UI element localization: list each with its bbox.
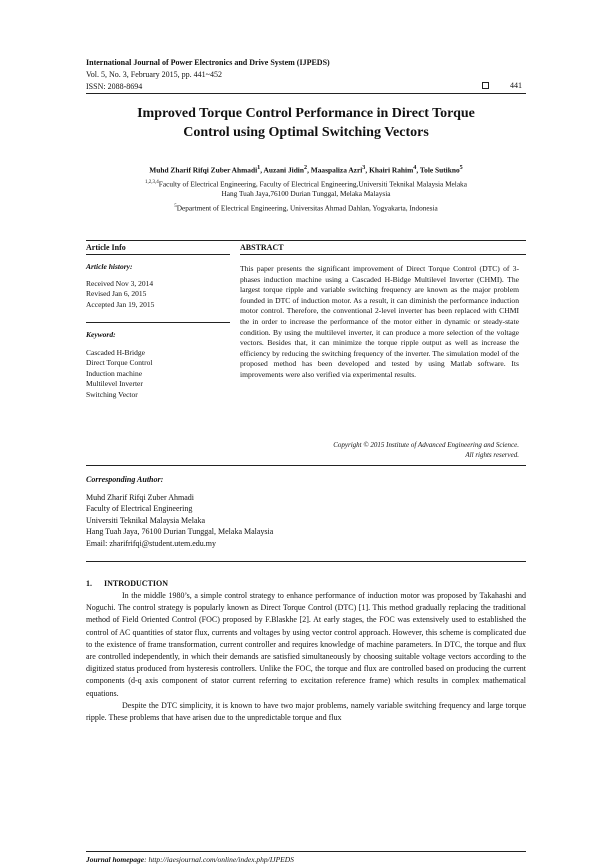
author-list xyxy=(60,165,552,174)
author-3-sup: 3 xyxy=(362,165,366,171)
keyword-item: Switching Vector xyxy=(86,389,138,399)
corresponding-heading: Corresponding Author: xyxy=(86,475,164,484)
copyright xyxy=(240,440,519,460)
introduction-paragraph-1: In the middle 1980’s, a simple control strategy to enhance performance of induction motor was proposed by Takahashi and Noguchi. The control strategy is popularly known as Direct Torque Control (DTC) [1]. This method gradually replacing the traditional method of Field Oriented Control (FOC) proposed by F.Blaskhe [2]. At early stages, the FOC was extensively used to established the control of AC quantities of stator flux, currents and voltages by using vector control approach. However, this scheme is complicated due to the existence of frame transformation, current controller and requires knowledge of machine parameters. In DTC, the torque and flux are controlled independently, in which their demands are satisfied simultaneously by choosing suitable voltage vectors according to the digitized status produced from hysteresis controllers. Unlike the FOC, the torque and flux are controlled based on producing the current components (d-q axis component of stator current referring to excitation reference frame) which results in complex mathematical equations. xyxy=(86,591,526,698)
keyword-section xyxy=(86,330,152,400)
introduction-paragraph-2: Despite the DTC simplicity, it is known to have two major problems, namely variable switching frequency and large torque ripple. These problems that have arisen due to the unpredictable torque and flux xyxy=(86,700,526,723)
info-top-rule xyxy=(86,240,526,241)
title-line-1: Improved Torque Control Performance in Direct Torque xyxy=(137,106,475,121)
keyword-item: Multilevel Inverter xyxy=(86,379,143,388)
affiliation-2-sup: 5 xyxy=(174,204,177,209)
journal-name: International Journal of Power Electronics and Drive System (IJPEDS) xyxy=(86,58,330,67)
author-2: Auzani Jidin xyxy=(263,165,304,175)
abstract-text: This paper presents the significant improvement of Direct Torque Control (DTC) of 3-phases induction machine using a Cascaded H-Bidge Multilevel Inverter (CHMI). The largest torque ripple and variable switching frequency are known as the major problem founded in DTC of induction motor. As a result, it can diminish the performance induction motor control. Therefore, the conventional 2-level inverter has been replaced with CHMI the in order to increase the performance of the motor either in dynamic or steady-state condition. By using the multilevel inverter, it can produce a more selection of the voltage vectors. Besides that, it can minimize the torque ripple output as well as increase the efficiency by reducing the switching frequency of the inverter. The simulation model of the proposed method has been developed and tested by using Matlab software. Its improvements were also verified via experimental results. xyxy=(240,264,519,379)
footer-rule xyxy=(86,851,526,852)
copyright-line-1: Copyright © 2015 Institute of Advanced Engineering and Science. xyxy=(333,441,519,449)
separator: , xyxy=(260,165,264,175)
author-4: Khairi Rahim xyxy=(369,165,414,175)
revised-date: Revised Jan 6, 2015 xyxy=(86,289,147,298)
volume-info: Vol. 5, No. 3, February 2015, pp. 441~452 xyxy=(86,70,222,79)
footer-label: Journal homepage xyxy=(86,855,145,864)
info-right-rule xyxy=(240,254,526,255)
introduction-body xyxy=(86,590,526,724)
author-5: Tole Sutikno xyxy=(419,165,460,175)
received-date: Received Nov 3, 2014 xyxy=(86,278,154,288)
keyword-item: Induction machine xyxy=(86,368,143,378)
author-3: Maaspaliza Azri xyxy=(310,165,363,175)
affiliation-2 xyxy=(86,202,526,213)
author-5-sup: 5 xyxy=(459,165,463,171)
separator: , xyxy=(307,165,311,175)
separator: , xyxy=(365,165,370,175)
author-2-sup: 2 xyxy=(303,165,308,171)
accepted-date: Accepted Jan 19, 2015 xyxy=(86,299,155,309)
corresponding-line: Universiti Teknikal Malaysia Melaka xyxy=(86,515,206,525)
info-left-rule xyxy=(86,254,230,255)
corresponding-line: Muhd Zharif Rifqi Zuber Ahmadi xyxy=(86,492,194,502)
keyword-heading: Keyword: xyxy=(86,330,116,339)
article-info-heading: Article Info xyxy=(86,243,126,252)
paper-title xyxy=(86,104,526,142)
keyword-rule xyxy=(86,322,230,323)
corresponding-rule xyxy=(86,465,526,466)
article-history xyxy=(86,262,154,310)
affiliation-2-line: Department of Electrical Engineering, Universitas Ahmad Dahlan, Yogyakarta, Indonesia xyxy=(176,203,438,213)
corresponding-author xyxy=(86,474,273,549)
author-1: Muhd Zharif Rifqi Zuber Ahmadi xyxy=(149,165,258,175)
issn: ISSN: 2088-8694 xyxy=(86,82,143,91)
abstract-heading: ABSTRACT xyxy=(240,243,284,252)
square-icon xyxy=(482,82,489,89)
title-line-2: Control using Optimal Switching Vectors xyxy=(183,125,429,140)
separator: , xyxy=(416,165,420,175)
corresponding-bottom-rule xyxy=(86,561,526,562)
journal-homepage-link[interactable]: : http://iaesjournal.com/online/index.php/IJPEDS xyxy=(144,855,294,864)
history-heading: Article history: xyxy=(86,262,133,271)
corresponding-line: Hang Tuah Jaya, 76100 Durian Tunggal, Melaka Malaysia xyxy=(86,527,274,536)
header-rule xyxy=(86,93,526,94)
page-number: 441 xyxy=(510,81,522,90)
keyword-item: Cascaded H-Bridge xyxy=(86,347,145,357)
affiliation-1 xyxy=(86,178,526,199)
corresponding-email: Email: zharifrifqi@student.utem.edu.my xyxy=(86,538,216,548)
affiliation-1-line-2: Hang Tuah Jaya,76100 Durian Tunggal, Melaka Malaysia xyxy=(221,189,391,199)
keyword-item: Direct Torque Control xyxy=(86,358,153,367)
introduction-heading: 1. INTRODUCTION xyxy=(86,579,169,588)
affiliation-1-sup: 1,2,3,4 xyxy=(145,180,159,185)
affiliation-1-line-1: Faculty of Electrical Engineering, Faculty of Electrical Engineering,Universiti Teknikal Malaysia Melaka xyxy=(158,179,467,189)
footer xyxy=(86,855,294,864)
author-4-sup: 4 xyxy=(413,165,417,171)
author-1-sup: 1 xyxy=(257,165,261,171)
copyright-line-2: All rights reserved. xyxy=(465,451,519,459)
corresponding-line: Faculty of Electrical Engineering xyxy=(86,504,193,513)
